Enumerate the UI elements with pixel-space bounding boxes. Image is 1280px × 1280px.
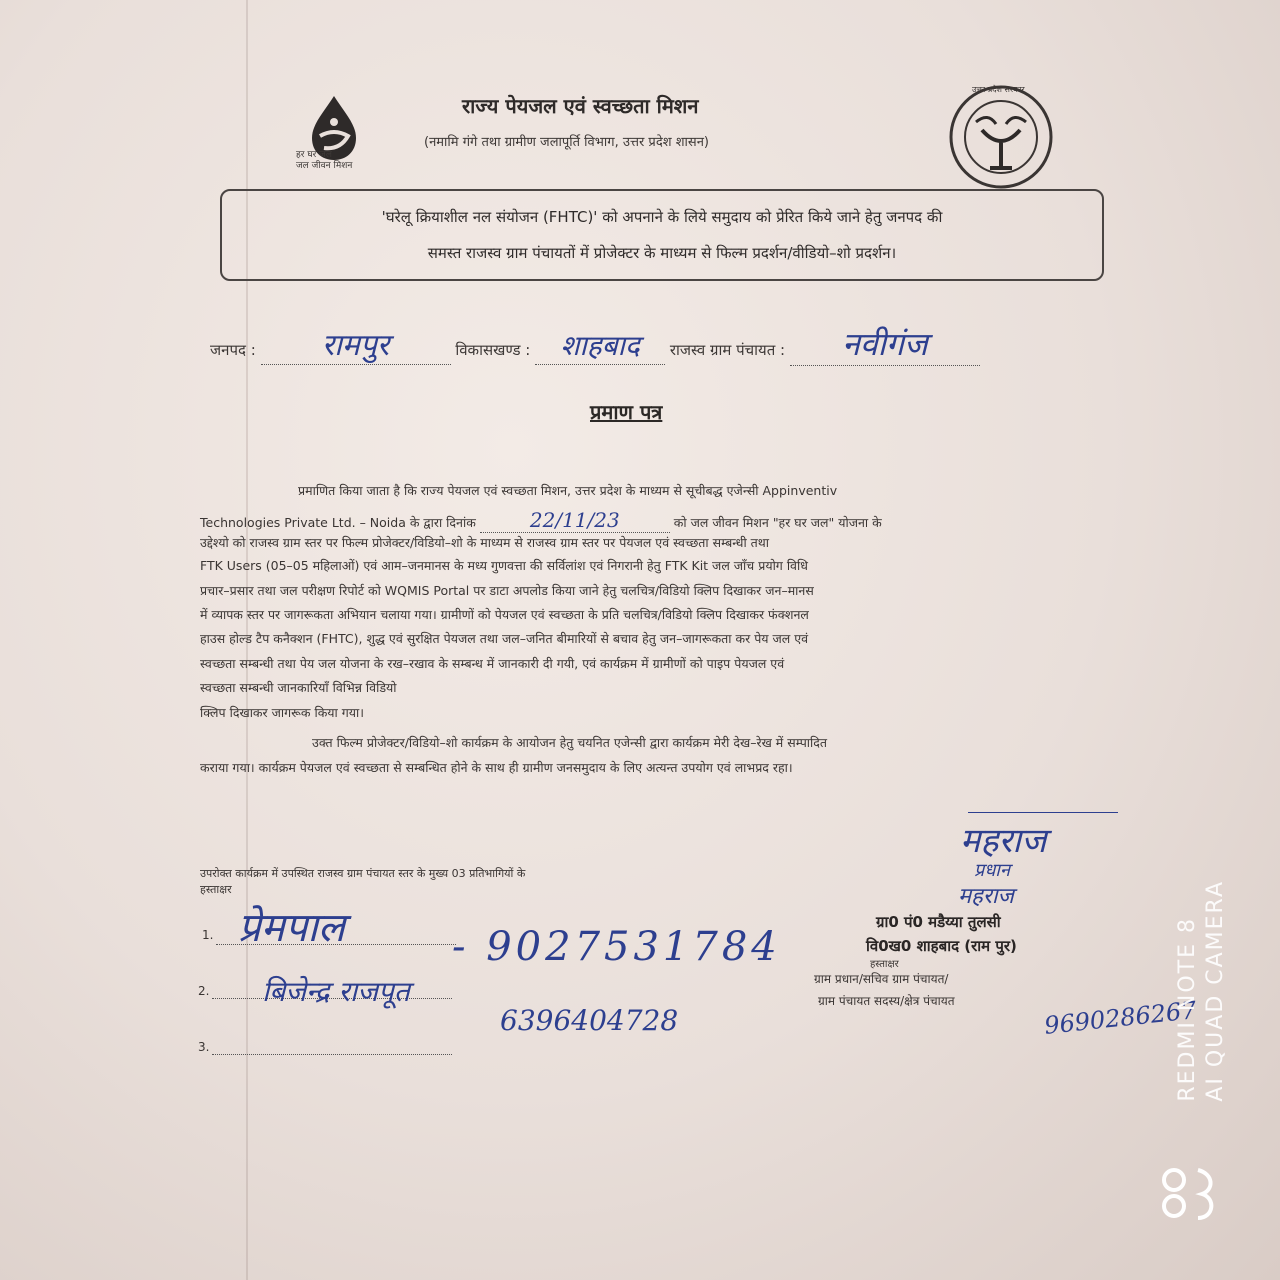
watermark-line-2: AI QUAD CAMERA bbox=[1203, 880, 1228, 1102]
participant-number: 1. bbox=[202, 928, 214, 942]
logo-caption-line: जल जीवन मिशन bbox=[296, 161, 353, 171]
gram-panchayat-value: नवीगंज bbox=[842, 325, 928, 363]
page-subtitle: (नमामि गंगे तथा ग्रामीण जलापूर्ति विभाग, उत्तर प्रदेश शासन) bbox=[424, 135, 709, 150]
scheme-banner bbox=[220, 189, 1104, 281]
body-line: उद्देश्यो को राजस्व ग्राम स्तर पर फिल्म प्रोजेक्टर/विडियो–शो के माध्यम से राजस्व ग्राम स्तर पर पेयजल एवं स्वच्छता सम्बन्धी तथा bbox=[200, 535, 770, 550]
up-government-seal-icon bbox=[946, 82, 1056, 192]
participant-number: 2. bbox=[198, 984, 210, 998]
body-line: क्लिप दिखाकर जागरूक किया गया। bbox=[200, 705, 365, 720]
body-text: को जल जीवन मिशन "हर घर जल" योजना के bbox=[673, 515, 882, 530]
participant-1-phone: - 9027531784 bbox=[452, 924, 781, 970]
camera-logo-icon bbox=[1158, 1160, 1222, 1224]
location-fields bbox=[210, 322, 980, 366]
banner-line: समस्त राजस्व ग्राम पंचायतों में प्रोजेक्टर के माध्यम से फिल्म प्रदर्शन/वीडियो–शो प्रदर्शन। bbox=[427, 244, 897, 262]
body-line: कराया गया। कार्यक्रम पेयजल एवं स्वच्छता से सम्बन्धित होने के साथ ही ग्रामीण जनसमुदाय के लिए अत्यन्त उपयोग एवं लाभप्रद रहा। bbox=[200, 760, 793, 775]
body-line: प्रमाणित किया जाता है कि राज्य पेयजल एवं स्वच्छता मिशन, उत्तर प्रदेश के माध्यम से सूचीबद्ध एजेन्सी Appinventiv bbox=[298, 483, 838, 498]
vikaskhand-label: विकासखण्ड : bbox=[455, 341, 531, 359]
body-line: FTK Users (05–05 महिलाओं) एवं आम–जनमानस के मध्य गुणवत्ता की सर्विलांश एवं निगरानी हेतु FTK Kit जल जाँच प्रयोग विधि bbox=[200, 558, 808, 573]
signatory-designation: प्रधान bbox=[974, 860, 1010, 881]
body-text: Technologies Private Ltd. – Noida के द्वारा दिनांक bbox=[200, 515, 476, 530]
signatory-role-1: ग्राम प्रधान/सचिव ग्राम पंचायत/ bbox=[814, 972, 949, 986]
vikaskhand-value: शाहबाद bbox=[560, 329, 640, 362]
panchayat-stamp-line-2: वि0ख0 शाहबाद (राम पुर) bbox=[866, 937, 1017, 955]
signatory-role-2: ग्राम पंचायत सदस्य/क्षेत्र पंचायत bbox=[818, 994, 955, 1008]
program-date: 22/11/23 bbox=[529, 508, 620, 532]
logo-caption bbox=[296, 150, 352, 172]
body-line: उक्त फिल्म प्रोजेक्टर/विडियो–शो कार्यक्रम के आयोजन हेतु चयनित एजेन्सी द्वारा कार्यक्रम मेरी देख–रेख में सम्पादित bbox=[312, 735, 828, 750]
body-line: स्वच्छता सम्बन्धी जानकारियाँ विभिन्न विडियो bbox=[200, 680, 397, 695]
body-line: में व्यापक स्तर पर जागरूकता अभियान चलाया गया। ग्रामीणों को पेयजल एवं स्वच्छता के प्रति चलचित्र/विडियो क्लिप दिखाकर फंक्शनल bbox=[200, 607, 809, 622]
certificate-title: प्रमाण पत्र bbox=[590, 400, 663, 424]
participant-number: 3. bbox=[198, 1040, 210, 1054]
signatory-underline bbox=[968, 812, 1118, 813]
gram-panchayat-label: राजस्व ग्राम पंचायत : bbox=[669, 341, 786, 359]
panchayat-stamp-line-1: ग्रा0 पं0 मडैय्या तुलसी bbox=[876, 913, 1001, 931]
participants-intro: उपरोक्त कार्यक्रम में उपस्थित राजस्व ग्राम पंचायत स्तर के मुख्य 03 प्रतिभागियों के bbox=[200, 867, 526, 880]
body-line: स्वच्छता सम्बन्धी तथा पेय जल योजना के रख–रखाव के सम्बन्ध में जानकारी दी गयी, एवं कार्यक्रम में ग्रामीणों को पाइप पेयजल एवं bbox=[200, 656, 785, 671]
participant-2-signature: बिजेन्द्र राजपूत bbox=[262, 975, 410, 1008]
camera-watermark bbox=[1174, 880, 1230, 1102]
janpad-value: रामपुर bbox=[321, 328, 390, 363]
logo-caption-line: हर घर जल bbox=[296, 150, 332, 160]
body-line: प्रचार–प्रसार तथा जल परीक्षण रिपोर्ट को WQMIS Portal पर डाटा अपलोड किया जाने हेतु चलचित्र/विडियो क्लिप दिखाकर जन–मानस bbox=[200, 583, 814, 598]
participant-2-phone: 6396404728 bbox=[500, 1004, 679, 1037]
signatory-signature: महराज bbox=[960, 821, 1047, 861]
seal-text: उत्तर प्रदेश सरकार bbox=[972, 85, 1025, 94]
page-title: राज्य पेयजल एवं स्वच्छता मिशन bbox=[462, 94, 699, 118]
signature-line bbox=[212, 1054, 452, 1055]
participants-intro-2: हस्ताक्षर bbox=[200, 883, 232, 896]
signature-label: हस्ताक्षर bbox=[870, 959, 899, 970]
watermark-line-1: REDMI NOTE 8 bbox=[1175, 916, 1200, 1102]
janpad-label: जनपद : bbox=[210, 341, 256, 359]
signatory-name: महराज bbox=[958, 884, 1014, 909]
participant-1-signature: प्रेमपाल bbox=[238, 905, 345, 951]
body-line: हाउस होल्ड टैप कनैक्शन (FHTC), शुद्ध एवं सुरक्षित पेयजल तथा जल–जनित बीमारियों से बचाव हेतु जन–जागरूकता कर पेय जल एवं bbox=[200, 631, 809, 646]
signatory-phone: 9690286267 bbox=[1042, 996, 1198, 1040]
body-line-date bbox=[200, 508, 882, 533]
banner-line: 'घरेलू क्रियाशील नल संयोजन (FHTC)' को अपनाने के लिये समुदाय को प्रेरित किये जाने हेतु जनपद की bbox=[381, 208, 943, 226]
jal-jeevan-mission-logo bbox=[294, 92, 374, 192]
